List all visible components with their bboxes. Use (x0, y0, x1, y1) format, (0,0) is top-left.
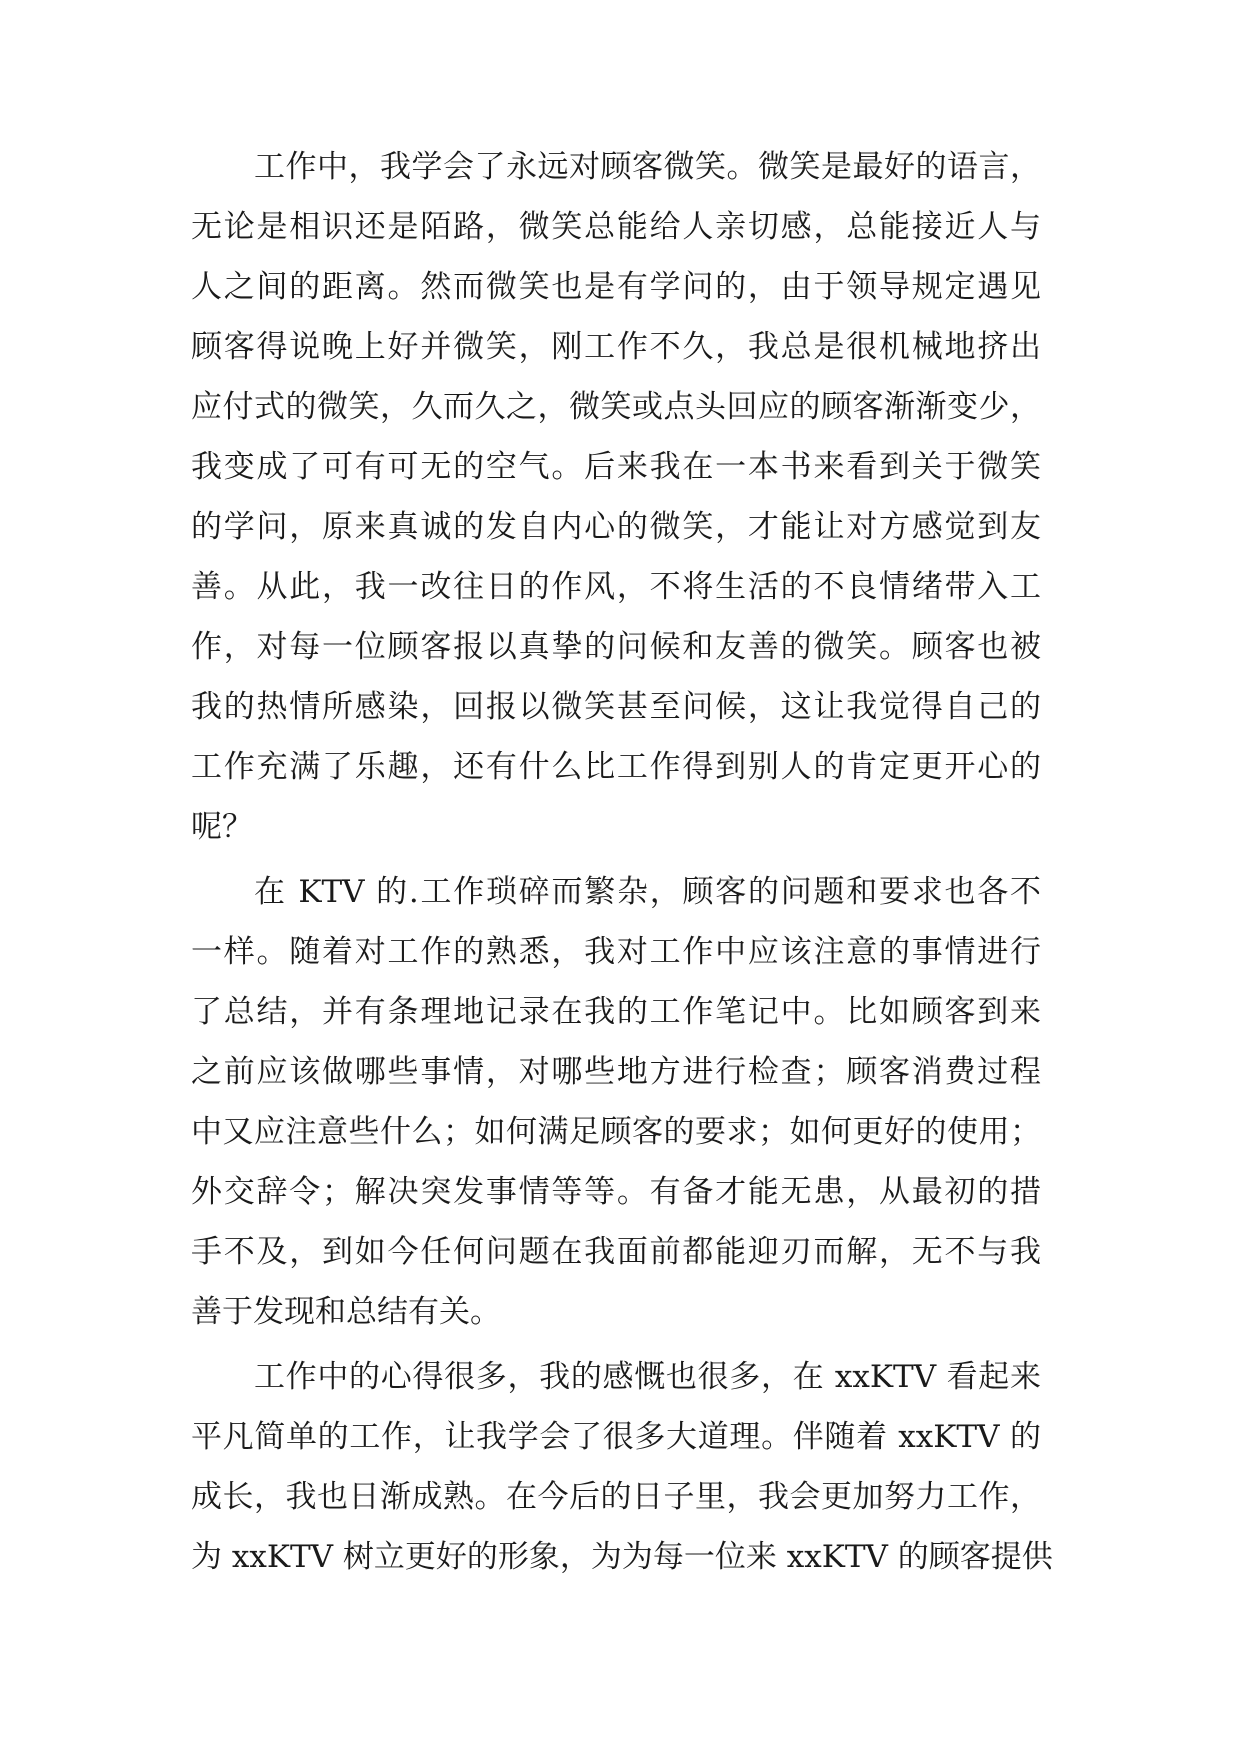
text-line: 应付式的微笑，久而久之，微笑或点头回应的顾客渐渐变少， (191, 389, 1041, 425)
text-line: 善于发现和总结有关。 (191, 1294, 501, 1330)
text-line: 在 KTV 的.工作琐碎而繁杂，顾客的问题和要求也各不 (254, 874, 1041, 910)
text-line: 平凡简单的工作，让我学会了很多大道理。伴随着 xxKTV 的 (191, 1419, 1041, 1455)
text-line: 外交辞令；解决突发事情等等。有备才能无患，从最初的措 (191, 1174, 1041, 1210)
text-line: 为 xxKTV 树立更好的形象，为为每一位来 xxKTV 的顾客提供 (191, 1539, 1053, 1575)
text-line: 工作中的心得很多，我的感慨也很多，在 xxKTV 看起来 (254, 1359, 1041, 1395)
text-line: 手不及，到如今任何问题在我面前都能迎刃而解，无不与我 (191, 1234, 1041, 1270)
text-line: 人之间的距离。然而微笑也是有学问的，由于领导规定遇见 (191, 269, 1041, 305)
text-line: 作，对每一位顾客报以真挚的问候和友善的微笑。顾客也被 (191, 629, 1041, 665)
text-line: 善。从此，我一改往日的作风，不将生活的不良情绪带入工 (191, 569, 1041, 605)
text-line: 中又应注意些什么；如何满足顾客的要求；如何更好的使用； (191, 1114, 1041, 1150)
text-line: 顾客得说晚上好并微笑，刚工作不久，我总是很机械地挤出 (191, 329, 1041, 365)
text-line: 我的热情所感染，回报以微笑甚至问候，这让我觉得自己的 (191, 689, 1041, 725)
text-line: 成长，我也日渐成熟。在今后的日子里，我会更加努力工作， (191, 1479, 1041, 1515)
text-line: 工作中，我学会了永远对顾客微笑。微笑是最好的语言， (254, 149, 1041, 185)
text-line: 的学问，原来真诚的发自内心的微笑，才能让对方感觉到友 (191, 509, 1041, 545)
text-line: 工作充满了乐趣，还有什么比工作得到别人的肯定更开心的 (191, 749, 1041, 785)
text-line: 我变成了可有可无的空气。后来我在一本书来看到关于微笑 (191, 449, 1041, 485)
text-line: 之前应该做哪些事情，对哪些地方进行检查；顾客消费过程 (191, 1054, 1041, 1090)
text-line: 无论是相识还是陌路，微笑总能给人亲切感，总能接近人与 (191, 209, 1041, 245)
text-line: 了总结，并有条理地记录在我的工作笔记中。比如顾客到来 (191, 994, 1041, 1030)
text-line: 呢？ (191, 809, 253, 845)
text-line: 一样。随着对工作的熟悉，我对工作中应该注意的事情进行 (191, 934, 1041, 970)
